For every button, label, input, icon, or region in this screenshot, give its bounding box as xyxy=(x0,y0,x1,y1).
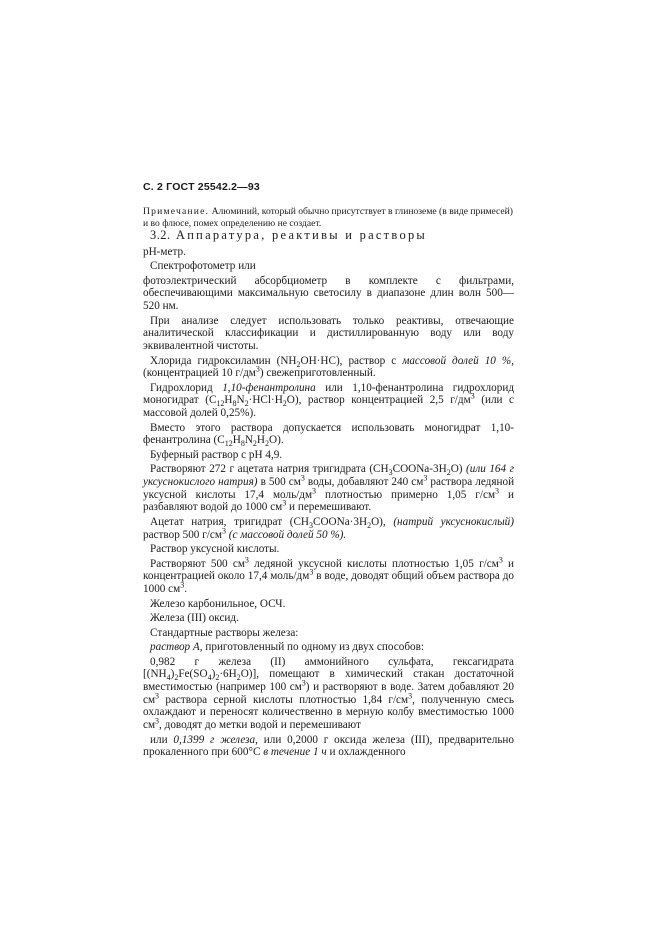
para-buffer: Буферный раствор с рН 4,9. xyxy=(150,448,283,461)
para-standard-solutions: Стандартные растворы железа: xyxy=(150,626,299,639)
para-photometer: фотоэлектрический абсорбциометр в комплекте с фильтрами, обеспечивающими максимальную светосилу в диапазоне длин волн 500—520 нм. xyxy=(143,274,514,313)
note-label: Примечание. xyxy=(143,206,210,217)
para-acetic-dissolve: Растворяют 500 $см^3$ ледяной уксусной кислоты плотностью 1,05 $г/см^3$ и концентрацией около 17,4 моль/$дм^3$ в воде, доводят общий объем раствора до 1000 $см^3$. xyxy=(143,554,515,596)
section-content xyxy=(143,229,514,761)
para-iron-carbonyl: Железо карбонильное, ОСЧ. xyxy=(150,597,286,610)
para-dissolve-acetate: Растворяют 272 г ацетата натрия тригидрата $(CH_3COONa-3H_2O)$ (или 164 г уксуснокислого натрия) в 500 $см^3$ воды, добавляют 240 $см^3$ раствора ледяной уксусной кислоты 17,4 моль/$дм^3$ плотностью примерно 1,05 $г/см^3$ и разбавляют водой до 1000 $см^3$ и перемешивают. xyxy=(143,463,515,514)
page-header: С. 2 ГОСТ 25542.2—93 xyxy=(143,181,260,193)
para-acetic-solution: Раствор уксусной кислоты. xyxy=(150,543,280,556)
para-method-2: или 0,1399 г железа, или 0,2000 г оксида железа (III), предварительно прокаленного при 600°C в течение 1 ч и охлажденного xyxy=(143,733,514,759)
para-instead: Вместо этого раствора допускается использовать моногидрат 1,10-фенантролина $(C_{12}H_8N_2H_2O)$. xyxy=(143,421,514,449)
section-number: 3.2. xyxy=(150,228,171,242)
section-title: Аппаратура, реактивы и растворы xyxy=(176,228,428,242)
para-ph-meter: рН-метр. xyxy=(143,245,186,258)
para-spectrophotometer: Спектрофотометр или xyxy=(150,260,256,273)
section-heading xyxy=(143,229,514,242)
para-hydroxylamine: Хлорида гидроксиламин $(NH_2OH\cdot HC)$, раствор с массовой долей 10 %, (концентрацией 10 $г/дм^3$) свежеприготовленный. xyxy=(143,354,514,380)
para-reagents: При анализе следует использовать только реактивы, отвечающие аналитической классификации и дистиллированную воду или воду эквивалентной чистоты. xyxy=(143,314,514,353)
para-phenanthroline: Гидрохлорид 1,10-фенантролина или 1,10-фенантролина гидрохлорид моногидрат $(C_{12}H_8N_2\cdot HCl\cdot H_2O)$, раствор концентрацией 2,5 $г/дм^3$ (или с массовой долей 0,25%). xyxy=(143,381,515,420)
note-text: Алюминий, который обычно присутствует в глиноземе (в виде примесей) и во флюсе, помех определению не создает. xyxy=(143,206,513,229)
para-method-1: 0,982 г железа (II) аммонийного сульфата, гексагидрата $[(NH_4)_2Fe(SO_4)_2\cdot 6H_2O)$], помещают в химический стакан достаточной вместимостью (например 100 $см^3$) и растворяют в воде. Затем добавляют 20 $см^3$ раствора серной кислоты плотностью 1,84 $г/см^3$, полученную смесь охлаждают и переносят количественно в мерную колбу вместимостью 1000 $см^3$, доводят до метки водой и перемешивают xyxy=(143,655,514,732)
para-iron-oxide: Железа (III) оксид. xyxy=(150,612,239,625)
para-sodium-acetate: Ацетат натрия, тригидрат $(CH_3COONa\cdot 3H_2O)$, (натрий уксуснокислый) раствор 500 $г/см^3$ (с массовой долей 50 %). xyxy=(143,515,514,541)
note xyxy=(143,206,513,230)
para-solution-a: раствор А, приготовленный по одному из двух способов: xyxy=(150,641,424,654)
